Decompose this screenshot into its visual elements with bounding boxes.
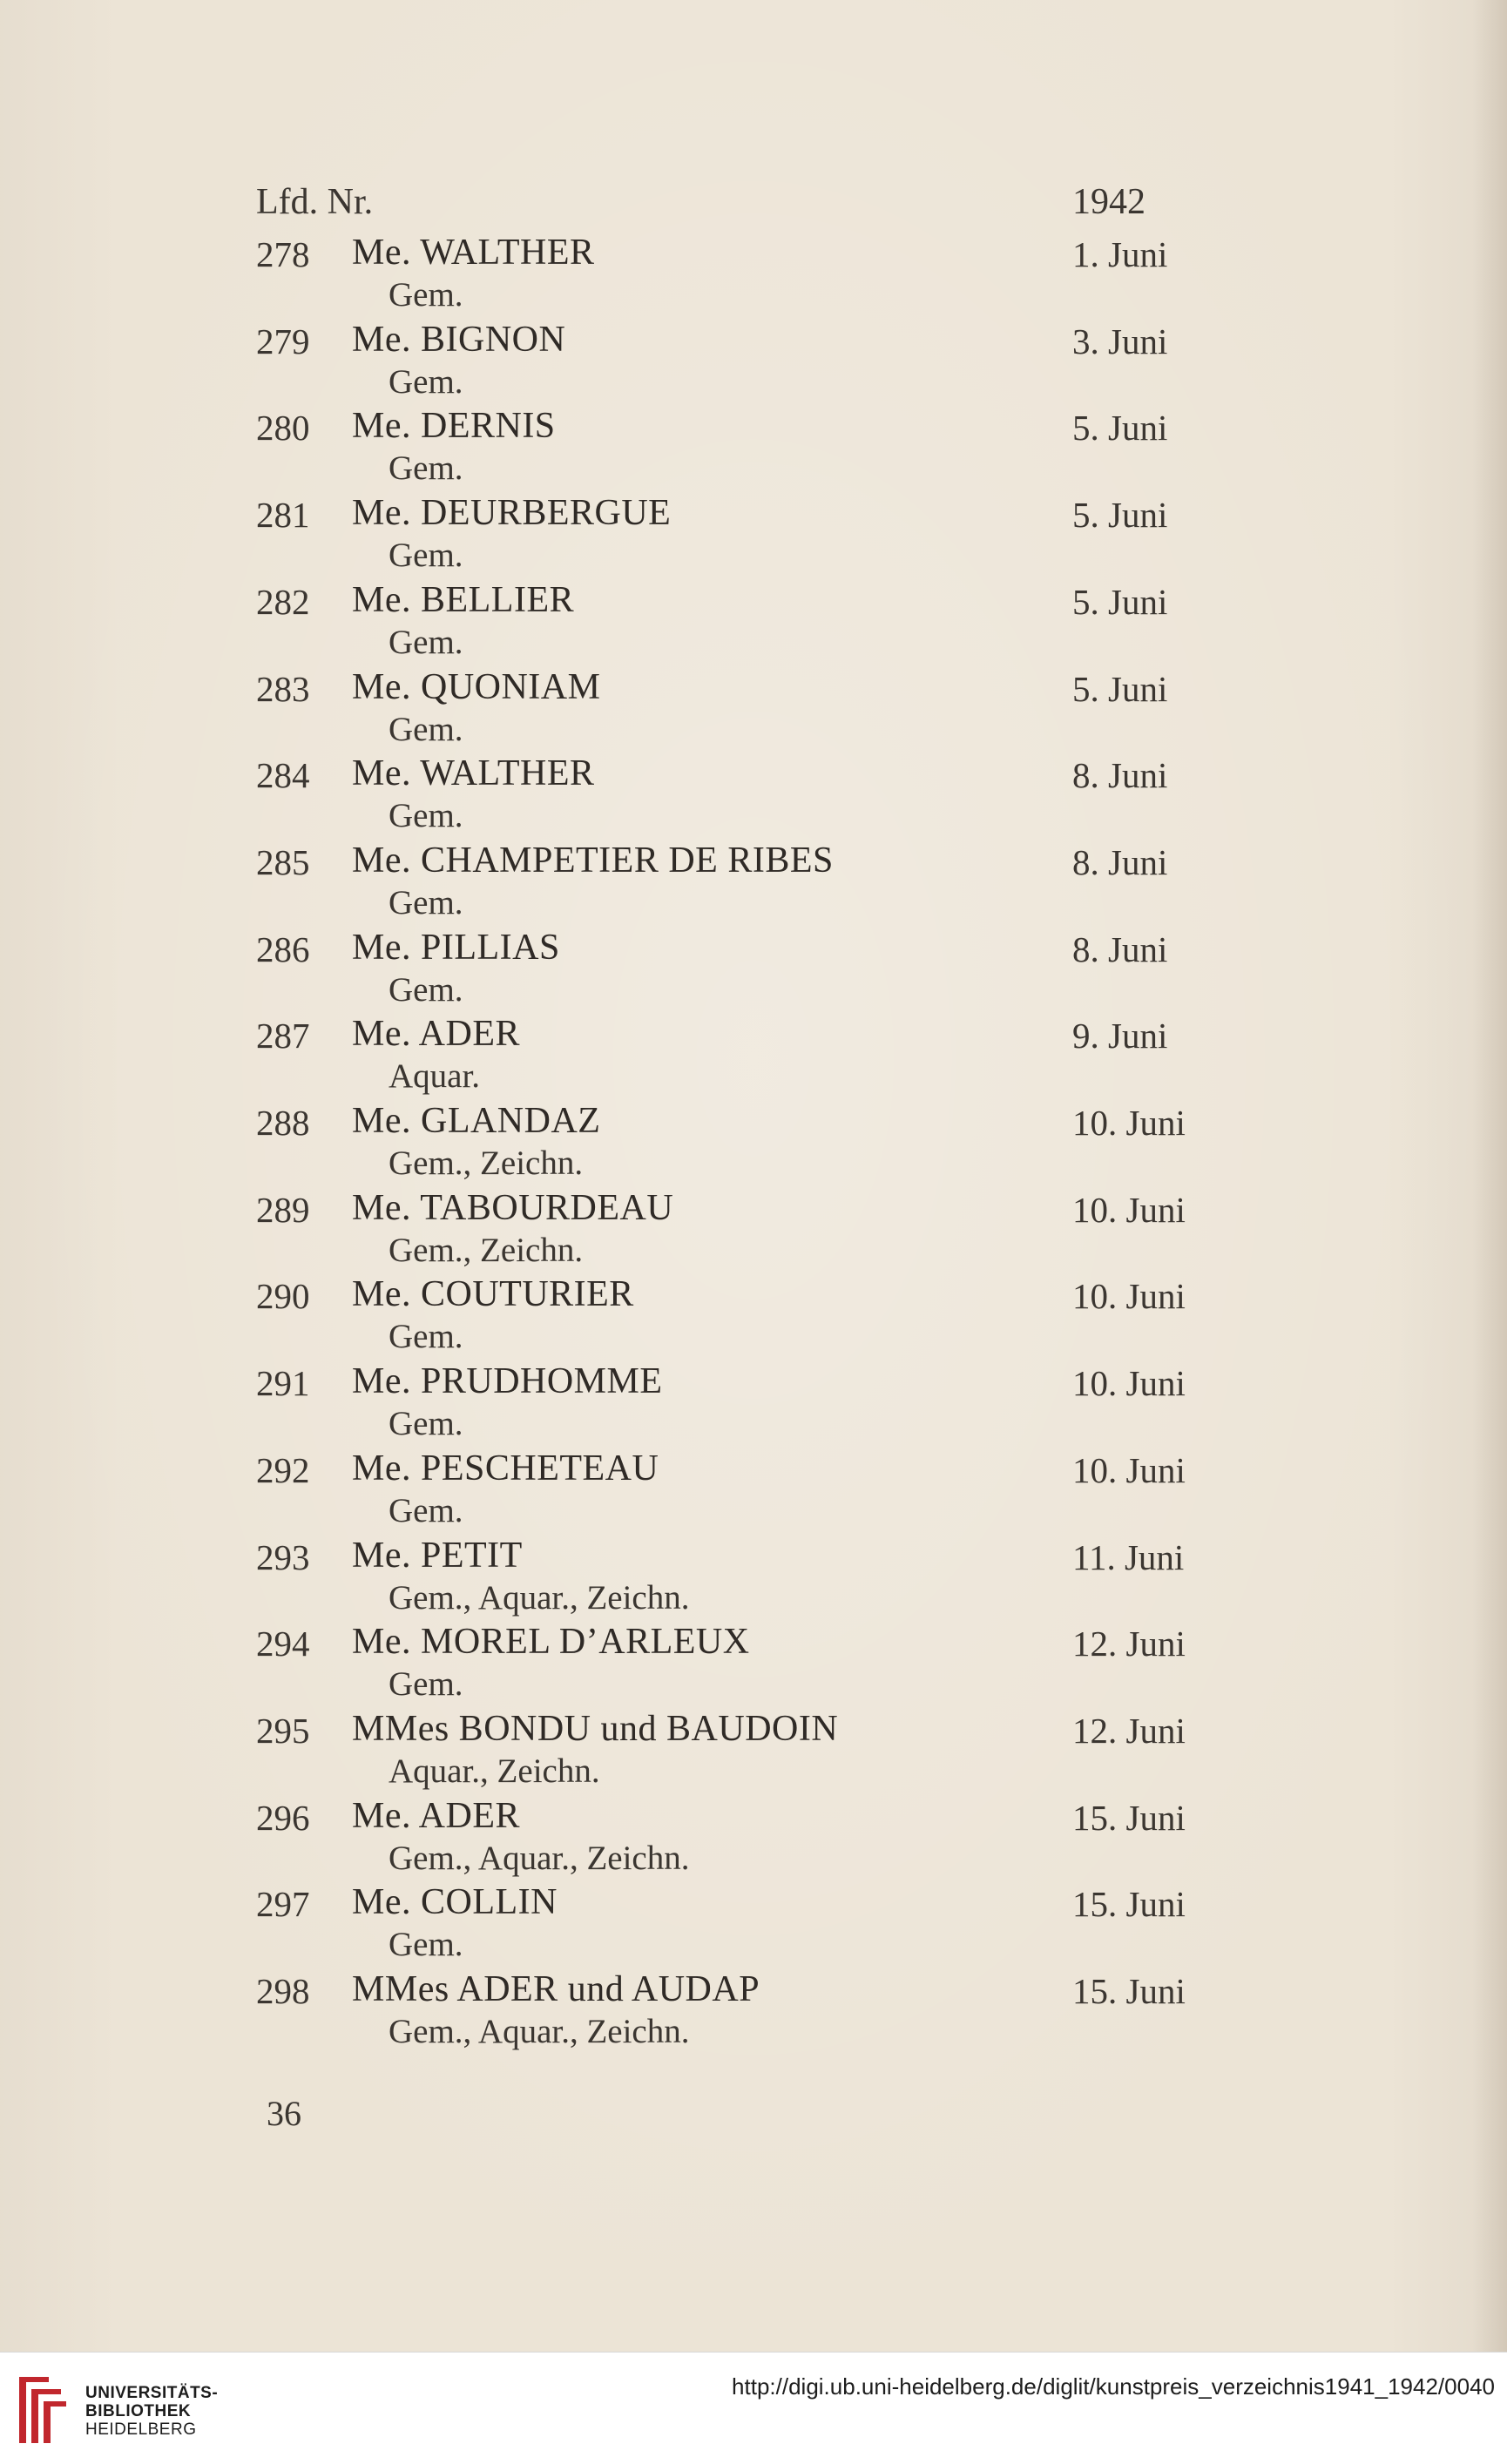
list-item xyxy=(0,1102,1507,1189)
entry-date: 12. Juni xyxy=(1072,1710,1186,1751)
entry-date: 12. Juni xyxy=(1072,1624,1186,1664)
footer-bar xyxy=(0,2352,1507,2464)
list-item xyxy=(0,1536,1507,1624)
entry-number: 282 xyxy=(256,581,310,622)
entry-technique: Gem. xyxy=(389,883,463,921)
entry-date: 9. Juni xyxy=(1072,1016,1168,1056)
entry-number: 281 xyxy=(256,495,310,536)
entry-technique: Gem. xyxy=(389,276,463,314)
entry-number: 293 xyxy=(256,1536,310,1577)
entry-technique: Gem. xyxy=(389,362,463,401)
list-item xyxy=(0,1275,1507,1362)
entry-number: 295 xyxy=(256,1710,310,1751)
entry-name: Me. PETIT xyxy=(352,1535,523,1576)
entry-date: 10. Juni xyxy=(1072,1449,1186,1490)
entry-number: 294 xyxy=(256,1624,310,1664)
entry-technique: Aquar. xyxy=(389,1057,481,1096)
source-url-link[interactable]: http://digi.ub.uni-heidelberg.de/diglit/kunstpreis_verzeichnis1941_1942/0040 xyxy=(732,2373,1495,2400)
entry-name: Me. PRUDHOMME xyxy=(352,1361,663,1402)
entry-number: 279 xyxy=(256,321,310,361)
column-header-year: 1942 xyxy=(1072,182,1145,222)
entry-name: Me. PILLIAS xyxy=(352,927,560,968)
entry-date: 10. Juni xyxy=(1072,1103,1186,1143)
library-name-line-1: UNIVERSITÄTS- xyxy=(85,2384,219,2402)
library-name-line-2: BIBLIOTHEK xyxy=(85,2402,192,2420)
entry-name: Me. PESCHETEAU xyxy=(352,1448,659,1489)
entry-name: Me. WALTHER xyxy=(352,753,595,794)
entry-technique: Gem. xyxy=(389,1665,463,1704)
entry-number: 285 xyxy=(256,841,310,882)
entry-number: 292 xyxy=(256,1449,310,1490)
entry-date: 10. Juni xyxy=(1072,1189,1186,1230)
entry-technique: Gem. xyxy=(389,1491,463,1529)
entry-technique: Gem. xyxy=(389,710,463,748)
library-name xyxy=(85,2384,218,2439)
entry-date: 15. Juni xyxy=(1072,1971,1186,2011)
entry-date: 5. Juni xyxy=(1072,408,1168,449)
entry-name: Me. ADER xyxy=(352,1014,520,1055)
list-item xyxy=(0,928,1507,1016)
entry-technique: Gem., Zeichn. xyxy=(389,1231,584,1269)
entry-technique: Gem. xyxy=(389,970,463,1009)
page-number: 36 xyxy=(267,2094,301,2133)
library-logo-icon xyxy=(14,2370,70,2448)
entry-name: Me. BIGNON xyxy=(352,319,566,360)
list-item xyxy=(0,581,1507,668)
list-item xyxy=(0,1797,1507,1884)
list-item xyxy=(0,668,1507,755)
list-item xyxy=(0,1362,1507,1449)
entry-date: 8. Juni xyxy=(1072,755,1168,796)
entry-date: 10. Juni xyxy=(1072,1363,1186,1404)
entry-technique: Gem., Zeichn. xyxy=(389,1144,584,1182)
entry-date: 5. Juni xyxy=(1072,495,1168,536)
list-item xyxy=(0,1883,1507,1970)
list-item xyxy=(0,841,1507,928)
entry-technique: Gem., Aquar., Zeichn. xyxy=(389,1839,690,1877)
list-item xyxy=(0,321,1507,408)
entry-number: 298 xyxy=(256,1971,310,2011)
entry-number: 280 xyxy=(256,408,310,449)
entry-date: 11. Juni xyxy=(1072,1536,1185,1577)
entry-name: Me. COLLIN xyxy=(352,1882,558,1923)
entry-number: 286 xyxy=(256,928,310,969)
entry-name: Me. CHAMPETIER DE RIBES xyxy=(352,840,834,881)
list-item xyxy=(0,233,1507,321)
entry-name: Me. DEURBERGUE xyxy=(352,493,672,534)
list-item xyxy=(0,1015,1507,1102)
list-item xyxy=(0,494,1507,581)
entry-date: 10. Juni xyxy=(1072,1276,1186,1317)
entry-name: Me. QUONIAM xyxy=(352,666,601,707)
entry-name: Me. BELLIER xyxy=(352,579,575,620)
entry-number: 290 xyxy=(256,1276,310,1317)
entry-number: 284 xyxy=(256,755,310,796)
entry-date: 5. Juni xyxy=(1072,668,1168,709)
entry-date: 15. Juni xyxy=(1072,1797,1186,1838)
list-item xyxy=(0,754,1507,841)
entry-name: Me. MOREL D’ARLEUX xyxy=(352,1622,750,1663)
entry-name: MMes BONDU und BAUDOIN xyxy=(352,1708,839,1749)
entry-technique: Gem. xyxy=(389,797,463,835)
entry-name: MMes ADER und AUDAP xyxy=(352,1969,760,2009)
entry-name: Me. TABOURDEAU xyxy=(352,1187,674,1228)
column-header-number: Lfd. Nr. xyxy=(256,182,374,222)
entry-technique: Gem. xyxy=(389,1405,463,1443)
entry-name: Me. DERNIS xyxy=(352,406,556,447)
entry-technique: Gem. xyxy=(389,537,463,575)
entry-number: 288 xyxy=(256,1103,310,1143)
entry-number: 291 xyxy=(256,1363,310,1404)
entry-number: 287 xyxy=(256,1016,310,1056)
entry-date: 8. Juni xyxy=(1072,841,1168,882)
entry-technique: Gem. xyxy=(389,449,463,488)
entry-number: 296 xyxy=(256,1797,310,1838)
entry-name: Me. GLANDAZ xyxy=(352,1101,601,1141)
entry-date: 3. Juni xyxy=(1072,321,1168,361)
entry-date: 1. Juni xyxy=(1072,234,1168,274)
entry-technique: Gem., Aquar., Zeichn. xyxy=(389,2013,690,2050)
entry-number: 297 xyxy=(256,1884,310,1925)
entry-date: 5. Juni xyxy=(1072,581,1168,622)
entry-name: Me. ADER xyxy=(352,1795,520,1836)
entry-technique: Aquar., Zeichn. xyxy=(389,1752,600,1790)
entry-number: 278 xyxy=(256,234,310,274)
list-item xyxy=(0,407,1507,494)
library-name-line-3: HEIDELBERG xyxy=(85,2420,197,2439)
list-item xyxy=(0,1710,1507,1797)
entry-technique: Gem. xyxy=(389,1926,463,1964)
entry-name: Me. COUTURIER xyxy=(352,1274,634,1315)
list-item xyxy=(0,1623,1507,1710)
entry-date: 15. Juni xyxy=(1072,1884,1186,1925)
entry-number: 289 xyxy=(256,1189,310,1230)
entry-name: Me. WALTHER xyxy=(352,233,595,273)
list-item xyxy=(0,1970,1507,2057)
entry-number: 283 xyxy=(256,668,310,709)
entry-technique: Gem. xyxy=(389,1318,463,1356)
list-item xyxy=(0,1189,1507,1276)
entry-date: 8. Juni xyxy=(1072,928,1168,969)
list-item xyxy=(0,1449,1507,1536)
entry-technique: Gem., Aquar., Zeichn. xyxy=(389,1578,690,1617)
entry-technique: Gem. xyxy=(389,623,463,661)
